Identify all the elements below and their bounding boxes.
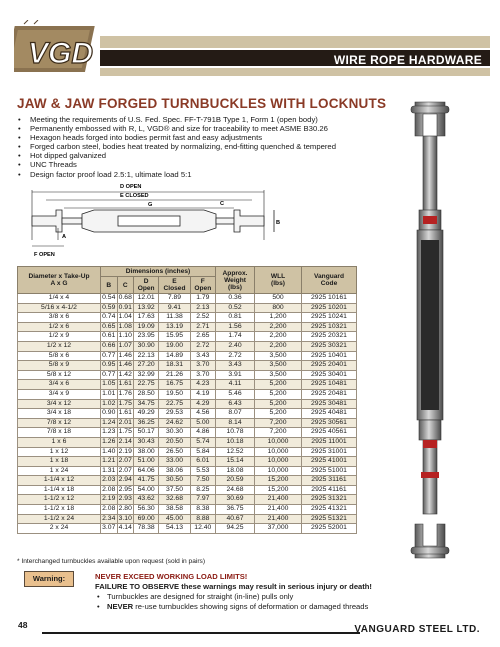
table-cell: 7/8 x 18 [18,428,101,438]
table-row [18,428,357,438]
table-cell: 5.53 [190,466,215,476]
table-cell: 2925 10201 [302,303,357,313]
table-row [18,389,357,399]
label-f-open: F OPEN [34,252,55,258]
table-cell: 1-1/2 x 24 [18,514,101,524]
table-cell: 0.59 [101,303,118,313]
table-cell: 0.65 [101,322,118,332]
label-a: A [62,234,67,240]
col-diameter: Diameter x Take-Up A x G [18,267,101,294]
table-cell: 2.80 [117,505,134,515]
table-cell: 10,000 [255,466,302,476]
table-cell: 0.95 [101,361,118,371]
table-cell: 4.11 [216,380,255,390]
table-row [18,370,357,380]
table-cell: 38.00 [134,447,159,457]
table-row [18,332,357,342]
table-row [18,380,357,390]
table-row [18,447,357,457]
table-cell: 7,200 [255,418,302,428]
table-cell: 1 x 12 [18,447,101,457]
table-cell: 0.91 [117,303,134,313]
spec-table-body [18,294,357,534]
table-row [18,322,357,332]
table-cell: 4.29 [190,399,215,409]
table-cell: 2.95 [117,485,134,495]
warning-badge: Warning: [24,571,74,587]
table-cell: 17.63 [134,313,159,323]
table-cell: 2925 30321 [302,341,357,351]
table-cell: 2.65 [190,332,215,342]
table-cell: 2925 30561 [302,418,357,428]
table-cell: 1-1/2 x 18 [18,505,101,515]
table-cell: 5/16 x 4-1/2 [18,303,101,313]
table-cell: 8.38 [190,505,215,515]
header-band-top [100,36,490,48]
turnbuckle-illustration [385,100,475,560]
table-cell: 1.10 [117,332,134,342]
table-cell: 1.75 [117,399,134,409]
table-cell: 0.68 [117,294,134,304]
table-cell: 2925 31001 [302,447,357,457]
table-cell: 0.61 [101,332,118,342]
col-e: E Closed [159,277,190,294]
table-row [18,399,357,409]
table-cell: 15,200 [255,476,302,486]
product-title: JAW & JAW FORGED TURNBUCKLES WITH LOCKNUTS [17,96,387,111]
table-cell: 0.36 [216,294,255,304]
table-cell: 33.00 [159,457,190,467]
table-cell: 43.62 [134,495,159,505]
table-cell: 19.50 [159,389,190,399]
table-cell: 2925 20321 [302,332,357,342]
table-cell: 0.77 [101,370,118,380]
table-cell: 69.00 [134,514,159,524]
table-cell: 14.89 [159,351,190,361]
table-cell: 56.30 [134,505,159,515]
table-cell: 19.09 [134,322,159,332]
table-row [18,361,357,371]
table-cell: 2.08 [101,485,118,495]
table-cell: 2.01 [117,418,134,428]
table-cell: 0.54 [101,294,118,304]
table-cell: 13.19 [159,322,190,332]
table-cell: 2.08 [101,505,118,515]
table-cell: 4.86 [190,428,215,438]
table-cell: 1.56 [216,322,255,332]
table-cell: 2,200 [255,332,302,342]
table-cell: 30.43 [134,437,159,447]
table-cell: 10,000 [255,437,302,447]
table-cell: 4.23 [190,380,215,390]
table-cell: 2925 41321 [302,505,357,515]
table-cell: 1.42 [117,370,134,380]
table-cell: 1.46 [117,351,134,361]
table-cell: 5/8 x 9 [18,361,101,371]
table-cell: 3.91 [216,370,255,380]
table-cell: 10,000 [255,457,302,467]
table-cell: 29.53 [159,409,190,419]
col-c: C [117,277,134,294]
table-cell: 2925 41001 [302,457,357,467]
table-cell: 8.07 [216,409,255,419]
feature-list [16,115,406,179]
table-cell: 2925 51321 [302,514,357,524]
table-cell: 3,500 [255,351,302,361]
table-cell: 0.81 [216,313,255,323]
table-cell: 3,500 [255,361,302,371]
table-cell: 51.00 [134,457,159,467]
table-cell: 2.93 [117,495,134,505]
table-cell: 34.75 [134,399,159,409]
table-cell: 2.72 [216,351,255,361]
table-cell: 50.17 [134,428,159,438]
spec-table [17,266,357,534]
table-cell: 18.08 [216,466,255,476]
table-cell: 2.13 [190,303,215,313]
vgd-logo [14,20,98,76]
table-cell: 2.07 [117,466,134,476]
table-cell: 3.70 [190,361,215,371]
table-cell: 2925 10481 [302,380,357,390]
table-cell: 23.95 [134,332,159,342]
table-cell: 28.50 [134,389,159,399]
table-cell: 1/2 x 9 [18,332,101,342]
table-cell: 2925 20481 [302,389,357,399]
table-cell: 1 x 6 [18,437,101,447]
dimension-diagram [24,180,284,262]
table-cell: 5/8 x 12 [18,370,101,380]
table-cell: 2925 51001 [302,466,357,476]
table-cell: 2925 40481 [302,409,357,419]
table-cell: 94.25 [216,524,255,534]
table-cell: 1.40 [101,447,118,457]
table-cell: 4.19 [190,389,215,399]
table-cell: 1.21 [101,457,118,467]
table-cell: 5,200 [255,389,302,399]
table-cell: 8.25 [190,485,215,495]
label-g: G [148,202,153,208]
table-cell: 54.13 [159,524,190,534]
feature-item: • Forged carbon steel, bodies heat treated by normalizing, end-fitting quenched & tempered [16,142,406,151]
table-cell: 2925 31161 [302,476,357,486]
table-row [18,341,357,351]
table-cell: 1.31 [101,466,118,476]
table-cell: 1-1/4 x 12 [18,476,101,486]
table-cell: 10.78 [216,428,255,438]
table-cell: 30.50 [159,476,190,486]
table-cell: 6.01 [190,457,215,467]
table-cell: 1.75 [117,428,134,438]
table-row [18,466,357,476]
table-cell: 30.30 [159,428,190,438]
table-cell: 21,400 [255,495,302,505]
table-cell: 22.75 [134,380,159,390]
table-cell: 2925 52001 [302,524,357,534]
table-cell: 3/4 x 18 [18,409,101,419]
table-cell: 1 x 24 [18,466,101,476]
table-cell: 1-1/2 x 12 [18,495,101,505]
table-cell: 7.97 [190,495,215,505]
col-code: Vanguard Code [302,267,357,294]
table-row [18,418,357,428]
table-cell: 2.52 [190,313,215,323]
warning-line-2: FAILURE TO OBSERVE these warnings may result in serious injury or death! [95,582,372,591]
table-cell: 19.00 [159,341,190,351]
table-cell: 21.26 [159,370,190,380]
feature-item: • Hot dipped galvanized [16,151,406,160]
table-cell: 22.75 [159,399,190,409]
table-cell: 10,000 [255,447,302,457]
table-row [18,495,357,505]
table-cell: 5.00 [190,418,215,428]
table-cell: 3.43 [216,361,255,371]
table-cell: 0.74 [101,313,118,323]
table-row [18,294,357,304]
table-cell: 1.08 [117,322,134,332]
table-cell: 3/4 x 12 [18,399,101,409]
col-dimensions: Dimensions (inches) [101,267,216,277]
table-cell: 2.71 [190,322,215,332]
table-cell: 32.68 [159,495,190,505]
section-title: WIRE ROPE HARDWARE [333,53,482,67]
table-cell: 36.25 [134,418,159,428]
table-cell: 3/4 x 9 [18,389,101,399]
table-cell: 36.75 [216,505,255,515]
table-cell: 20.59 [216,476,255,486]
table-cell: 12.40 [190,524,215,534]
table-row [18,437,357,447]
table-cell: 21,400 [255,505,302,515]
table-cell: 78.38 [134,524,159,534]
table-row [18,313,357,323]
table-cell: 1.46 [117,361,134,371]
table-cell: 41.75 [134,476,159,486]
table-cell: 13.92 [134,303,159,313]
table-cell: 3/4 x 6 [18,380,101,390]
table-cell: 1.01 [101,389,118,399]
table-cell: 7/8 x 12 [18,418,101,428]
table-cell: 2925 10321 [302,322,357,332]
warning-bullet: • Turnbuckles are designed for straight (in-line) pulls only [95,592,372,602]
table-row [18,409,357,419]
table-cell: 2.34 [101,514,118,524]
table-cell: 0.66 [101,341,118,351]
table-row [18,505,357,515]
footer-rule [42,632,360,634]
table-cell: 2.19 [117,447,134,457]
table-cell: 18.31 [159,361,190,371]
table-cell: 2.07 [117,457,134,467]
feature-item: • Permanently embossed with R, L, VGD® and size for traceability to meet ASME B30.26 [16,124,406,133]
table-cell: 16.75 [159,380,190,390]
table-cell: 2925 31321 [302,495,357,505]
table-cell: 8.14 [216,418,255,428]
table-cell: 15,200 [255,485,302,495]
col-weight: Approx. Weight (lbs) [216,267,255,294]
table-cell: 24.68 [216,485,255,495]
table-cell: 4.14 [117,524,134,534]
table-cell: 5,200 [255,380,302,390]
table-cell: 2,200 [255,341,302,351]
table-cell: 2925 20401 [302,361,357,371]
table-cell: 37,000 [255,524,302,534]
table-cell: 3.07 [101,524,118,534]
table-cell: 8.88 [190,514,215,524]
warning-bullet: • NEVER re-use turnbuckles showing signs of deformation or damaged threads [95,602,372,612]
table-cell: 2.03 [101,476,118,486]
table-cell: 1/4 x 4 [18,294,101,304]
table-cell: 1.24 [101,418,118,428]
page-number: 48 [18,620,28,630]
table-cell: 7.89 [159,294,190,304]
table-cell: 2 x 24 [18,524,101,534]
table-cell: 3.70 [190,370,215,380]
table-cell: 9.41 [159,303,190,313]
table-cell: 2925 30481 [302,399,357,409]
table-cell: 1,200 [255,313,302,323]
table-cell: 1/2 x 6 [18,322,101,332]
table-cell: 5.46 [216,389,255,399]
table-cell: 5/8 x 6 [18,351,101,361]
table-cell: 49.29 [134,409,159,419]
table-cell: 11.38 [159,313,190,323]
table-row [18,303,357,313]
table-row [18,514,357,524]
table-cell: 12.52 [216,447,255,457]
footer-brand: VANGUARD STEEL LTD. [354,624,480,635]
table-row [18,524,357,534]
table-row [18,476,357,486]
table-cell: 2925 10241 [302,313,357,323]
table-cell: 2.94 [117,476,134,486]
table-cell: 1 x 18 [18,457,101,467]
label-b: B [276,220,281,226]
table-cell: 1.74 [216,332,255,342]
table-cell: 38.06 [159,466,190,476]
label-c: C [220,201,225,207]
table-row [18,457,357,467]
table-cell: 54.00 [134,485,159,495]
table-cell: 27.20 [134,361,159,371]
table-cell: 3.43 [190,351,215,361]
table-cell: 3,500 [255,370,302,380]
feature-item: • Meeting the requirements of U.S. Fed. Spec. FF-T-791B Type 1, Form 1 (open body) [16,115,406,124]
table-cell: 5,200 [255,409,302,419]
table-cell: 1.76 [117,389,134,399]
warning-text [95,572,372,612]
table-cell: 24.62 [159,418,190,428]
feature-item: • Design factor proof load 2.5:1, ultimate load 5:1 [16,170,406,179]
table-cell: 2,200 [255,322,302,332]
table-cell: 1.61 [117,380,134,390]
table-cell: 1.61 [117,409,134,419]
table-cell: 1.23 [101,428,118,438]
table-cell: 5.74 [190,437,215,447]
feature-item: • UNC Threads [16,160,406,169]
table-cell: 3/8 x 6 [18,313,101,323]
table-cell: 1.04 [117,313,134,323]
table-cell: 22.13 [134,351,159,361]
label-d-open: D OPEN [120,184,142,190]
table-cell: 37.50 [159,485,190,495]
table-cell: 1.07 [117,341,134,351]
table-cell: 21,400 [255,514,302,524]
table-cell: 12.01 [134,294,159,304]
table-cell: 7,200 [255,428,302,438]
warning-line-1: NEVER EXCEED WORKING LOAD LIMITS! [95,572,248,581]
table-cell: 800 [255,303,302,313]
table-cell: 0.52 [216,303,255,313]
table-cell: 1-1/4 x 18 [18,485,101,495]
feature-item: • Hexagon heads forged into bodies permit fast and easy adjustments [16,133,406,142]
label-e-closed: E CLOSED [120,193,149,199]
logo-text: VGD [28,37,94,70]
table-cell: 15.95 [159,332,190,342]
table-cell: 5.84 [190,447,215,457]
table-cell: 5,200 [255,399,302,409]
table-cell: 2925 41161 [302,485,357,495]
table-cell: 7.50 [190,476,215,486]
table-cell: 10.18 [216,437,255,447]
table-cell: 6.43 [216,399,255,409]
table-cell: 0.90 [101,409,118,419]
table-cell: 30.69 [216,495,255,505]
table-cell: 0.77 [101,351,118,361]
col-b: B [101,277,118,294]
col-wll: WLL (lbs) [255,267,302,294]
table-row [18,485,357,495]
table-cell: 30.90 [134,341,159,351]
table-cell: 2.14 [117,437,134,447]
table-cell: 45.00 [159,514,190,524]
table-cell: 1/2 x 12 [18,341,101,351]
table-footnote: * Interchanged turnbuckles available upon request (sold in pairs) [17,558,206,565]
col-f: F Open [190,277,215,294]
table-cell: 1.26 [101,437,118,447]
table-cell: 1.79 [190,294,215,304]
table-cell: 15.14 [216,457,255,467]
table-cell: 1.02 [101,399,118,409]
table-cell: 40.67 [216,514,255,524]
table-cell: 64.06 [134,466,159,476]
header-band-bottom [100,68,490,76]
table-cell: 2.40 [216,341,255,351]
table-cell: 32.99 [134,370,159,380]
table-cell: 3.10 [117,514,134,524]
table-cell: 26.50 [159,447,190,457]
col-d: D Open [134,277,159,294]
table-cell: 20.50 [159,437,190,447]
table-cell: 38.58 [159,505,190,515]
table-cell: 1.05 [101,380,118,390]
table-row [18,351,357,361]
table-cell: 2925 30401 [302,370,357,380]
table-cell: 2925 10401 [302,351,357,361]
table-cell: 2.19 [101,495,118,505]
table-cell: 2925 11001 [302,437,357,447]
table-cell: 4.56 [190,409,215,419]
table-cell: 2.72 [190,341,215,351]
table-cell: 500 [255,294,302,304]
table-cell: 2925 10161 [302,294,357,304]
table-cell: 2925 40561 [302,428,357,438]
